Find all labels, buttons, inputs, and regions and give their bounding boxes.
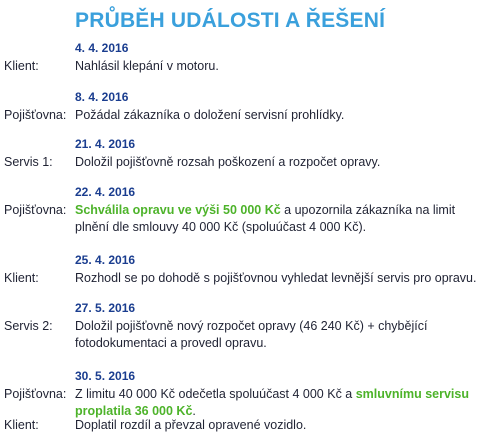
text-segment: Doložil pojišťovně rozsah poškození a rozpočet opravy. [75,155,381,169]
actor-label: Pojišťovna: [4,387,67,401]
entry-text [75,58,485,75]
entry-text [75,417,485,434]
highlighted-text: smluvnímu servisu proplatila 36 000 Kč [75,387,469,418]
entry-text [75,202,485,236]
text-segment: a upozornila zákazníka na limit plnění dle smlouvy 40 000 Kč (spoluúčast 4 000 Kč). [75,203,456,234]
text-segment: Z limitu 40 000 Kč odečetla spoluúčast 4 000 Kč a [75,387,356,401]
entry-date: 8. 4. 2016 [75,90,129,104]
actor-label: Klient: [4,59,39,73]
actor-label: Klient: [4,271,39,285]
text-segment: Požádal zákazníka o doložení servisní prohlídky. [75,108,345,122]
entry-text [75,386,485,420]
page-title: PRŮBĚH UDÁLOSTI A ŘEŠENÍ [75,9,386,32]
actor-label: Pojišťovna: [4,203,67,217]
entry-date: 27. 5. 2016 [75,301,136,315]
text-segment: Doložil pojišťovně nový rozpočet opravy (46 240 Kč) + chybějící fotodokumentaci a provedl opravu. [75,319,428,350]
text-segment: Doplatil rozdíl a převzal opravené vozidlo. [75,418,307,432]
text-segment: Rozhodl se po dohodě s pojišťovnou vyhledat levnější servis pro opravu. [75,271,477,285]
highlighted-text: Schválila opravu ve výši 50 000 Kč [75,203,281,217]
entry-date: 4. 4. 2016 [75,41,129,55]
actor-label: Pojišťovna: [4,108,67,122]
entry-date: 22. 4. 2016 [75,185,136,199]
entry-text [75,154,485,171]
actor-label: Servis 2: [4,319,53,333]
entry-text [75,270,485,287]
entry-text [75,318,485,352]
text-segment: Nahlásil klepání v motoru. [75,59,219,73]
actor-label: Klient: [4,418,39,432]
entry-date: 25. 4. 2016 [75,253,136,267]
entry-date: 21. 4. 2016 [75,137,136,151]
text-segment: . [192,404,196,418]
entry-date: 30. 5. 2016 [75,369,136,383]
entry-text [75,107,485,124]
actor-label: Servis 1: [4,155,53,169]
